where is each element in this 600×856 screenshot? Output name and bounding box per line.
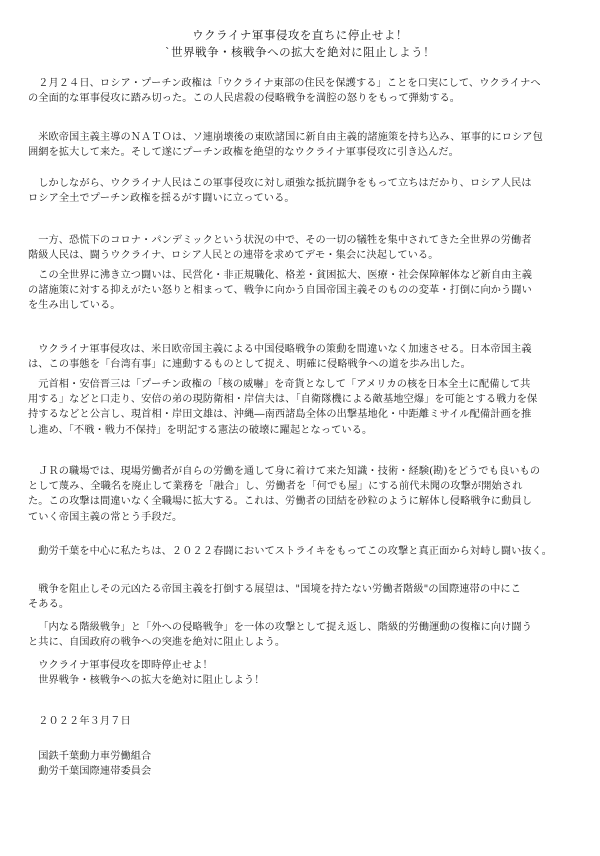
paragraph-4 <box>28 233 574 263</box>
issue-date: ２０２２年３月７日 <box>38 716 131 727</box>
footer-date-block <box>28 714 574 729</box>
text-line: の全面的な軍事侵攻に踏み切った。この人民虐殺の侵略戦争を満腔の怒りをもって弾劾する。 <box>28 93 461 105</box>
text-line: の諸施策に対する抑えがたい怒りと相まって、戦争に向かう自国帝国主義そのものの変革・打倒に向かう闘い <box>28 285 532 297</box>
paragraph-10 <box>28 582 574 612</box>
text-line: た。この攻撃は間違いなく全職場に拡大する。これは、労働者の団結を砂粒のように解体し侵略戦争に動員し <box>28 496 533 508</box>
text-line: し進め、「不戦・戦力不保持」を明記する憲法の破壊に躍起となっている。 <box>28 424 373 436</box>
text-line: 「内なる階級戦争」と「外への侵略戦争」を一体の攻撃として捉え返し、階級的労働運動の復権に向け闘う <box>38 622 532 633</box>
paragraph-8 <box>28 464 574 525</box>
organization-1: 国鉄千葉動力車労働組合 <box>38 751 152 762</box>
paragraph-1 <box>28 76 574 106</box>
text-line: として蔑み、全職名を廃止して業務を「融合」し、労働者を「何でも屋」にする前代未聞の攻撃が開始され <box>28 481 523 493</box>
organization-2: 動労千葉国際連帯委員会 <box>38 766 152 778</box>
text-line: と共に、自国政府の戦争への突進を絶対に阻止しよう。 <box>28 637 286 649</box>
title-line-1: ウクライナ軍事侵攻を直ちに停止せよ！ <box>192 28 408 42</box>
text-line: 一方、恐慌下のコロナ・パンデミックという状況の中で、その一切の犠牲を集中されてきた全世界の労働者 <box>38 235 532 246</box>
text-line: は、この事態を「台湾有事」に連動するものとして捉え、明確に侵略戦争への道を歩み出した。 <box>28 359 471 371</box>
text-line: ていく帝国主義の常とう手段だ。 <box>28 511 183 523</box>
text-line: 動労千葉を中心に私たちは、２０２２春闘においてストライキをもってこの攻撃と真正面から対峙し闘い抜く。 <box>38 546 553 557</box>
text-line: 階級人民は、闘うウクライナ、ロシア人民との連帯を求めてデモ・集会に決起している。 <box>28 250 439 262</box>
text-line: を生み出している。 <box>28 300 121 312</box>
text-line: 用する」などと口走り、安倍の弟の現防衛相・岸信夫は、「自衛隊機による敵基地空爆」を可能とする戦力を保 <box>28 394 538 406</box>
paragraph-3 <box>28 176 574 206</box>
paragraph-5 <box>28 268 574 314</box>
text-line: 戦争を阻止しその元凶たる帝国主義を打倒する展望は、"国境を持たない労働者階級"の国際連帯の中にこ <box>38 584 521 595</box>
footer-orgs <box>28 749 574 779</box>
slogans <box>28 658 574 688</box>
paragraph-9 <box>28 544 574 559</box>
paragraph-11 <box>28 620 574 650</box>
text-line: ２月２４日、ロシア・プーチン政権は「ウクライナ東部の住民を保護する」ことを口実にして、ウクライナへ <box>38 78 541 89</box>
text-line: 持するなどと公言し、現首相・岸田文雄は、沖縄―南西諸島全体の出撃基地化・中距離ミサイル配備計画を推 <box>28 409 532 421</box>
text-line: ロシア全土でプーチン政権を揺るがす闘いに立っている。 <box>28 193 295 205</box>
title-line-2: `世界戦争・核戦争への拡大を絶対に阻止しよう！ <box>164 45 436 59</box>
paragraph-6 <box>28 342 574 372</box>
text-line: ＪＲの職場では、現場労働者が自らの労働を通して身に着けて来た知識・技術・経験(勘)をどうでも良いもの <box>38 466 541 477</box>
paragraph-2 <box>28 130 574 160</box>
text-line: しかしながら、ウクライナ人民はこの軍事侵攻に対し頑強な抵抗闘争をもって立ちはだかり、ロシア人民は <box>38 178 532 189</box>
text-line: 米欧帝国主義主導のＮＡＴＯは、ソ連崩壊後の東欧諸国に新自由主義的諸施策を持ち込み、軍事的にロシア包 <box>38 132 543 143</box>
text-line: 囲網を拡大して来た。そして遂にプーチン政権を絶望的なウクライナ軍事侵攻に引き込んだ。 <box>28 147 459 159</box>
slogan-1: ウクライナ軍事侵攻を即時停止せよ！ <box>38 660 213 671</box>
slogan-2: 世界戦争・核戦争への拡大を絶対に阻止しよう！ <box>38 675 265 687</box>
paragraph-7 <box>28 377 574 438</box>
text-line: 元首相・安倍晋三は「プーチン政権の「核の威嚇」を奇貨となして「アメリカの核を日本全土に配備して共 <box>38 379 531 390</box>
text-line: この全世界に沸き立つ闘いは、民営化・非正規職化、格差・貧困拡大、医療・社会保障解体など新自由主義 <box>38 270 532 281</box>
text-line: そある。 <box>28 599 70 611</box>
text-line: ウクライナ軍事侵攻は、米日欧帝国主義による中国侵略戦争の策動を間違いなく加速させる。日本帝国主義 <box>38 344 532 355</box>
